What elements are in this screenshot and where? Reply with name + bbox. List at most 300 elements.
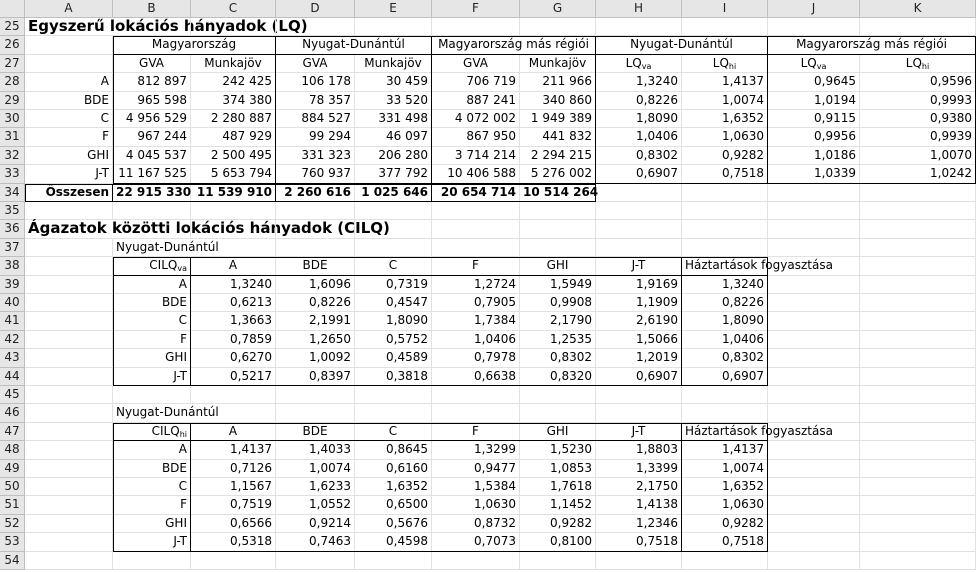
cell-h53[interactable]: [596, 533, 682, 551]
cell-e36[interactable]: [355, 220, 432, 238]
cell-b33[interactable]: [113, 165, 191, 183]
cell-b48[interactable]: [113, 441, 191, 459]
cell-b42[interactable]: [113, 331, 191, 349]
cell-i27[interactable]: [682, 55, 768, 73]
cell-a33[interactable]: [25, 165, 113, 183]
cell-k40[interactable]: [860, 294, 976, 312]
cell-i36[interactable]: [682, 220, 768, 238]
cell-k39[interactable]: [860, 276, 976, 294]
cell-e48[interactable]: [355, 441, 432, 459]
cell-j45[interactable]: [768, 386, 860, 404]
cell-a37[interactable]: [25, 239, 113, 257]
cell-b30[interactable]: [113, 110, 191, 128]
cell-k48[interactable]: [860, 441, 976, 459]
cell-h30[interactable]: [596, 110, 682, 128]
row-header-29[interactable]: 29: [0, 92, 25, 110]
row-header-45[interactable]: 45: [0, 386, 25, 404]
cell-a30[interactable]: [25, 110, 113, 128]
cell-d35[interactable]: [276, 202, 355, 220]
row-header-43[interactable]: 43: [0, 349, 25, 367]
cell-g53[interactable]: [520, 533, 596, 551]
row-header-48[interactable]: 48: [0, 441, 25, 459]
cell-f41[interactable]: [432, 312, 520, 330]
cell-k38[interactable]: [860, 257, 976, 275]
cell-e50[interactable]: [355, 478, 432, 496]
cell-f39[interactable]: [432, 276, 520, 294]
cell-b50[interactable]: [113, 478, 191, 496]
cell-f33[interactable]: [432, 165, 520, 183]
cell-h49[interactable]: [596, 460, 682, 478]
cell-i26[interactable]: [682, 36, 768, 54]
cell-a54[interactable]: [25, 552, 113, 570]
row-header-52[interactable]: 52: [0, 515, 25, 533]
cell-i42[interactable]: [682, 331, 768, 349]
row-header-50[interactable]: 50: [0, 478, 25, 496]
cell-g36[interactable]: [520, 220, 596, 238]
cell-a43[interactable]: [25, 349, 113, 367]
cell-b52[interactable]: [113, 515, 191, 533]
cell-h27[interactable]: [596, 55, 682, 73]
cell-i33[interactable]: [682, 165, 768, 183]
row-header-37[interactable]: 37: [0, 239, 25, 257]
cell-e45[interactable]: [355, 386, 432, 404]
cell-d31[interactable]: [276, 128, 355, 146]
cell-c44[interactable]: [191, 368, 276, 386]
cell-d42[interactable]: [276, 331, 355, 349]
cell-g29[interactable]: [520, 92, 596, 110]
cell-d40[interactable]: [276, 294, 355, 312]
cell-f32[interactable]: [432, 147, 520, 165]
cell-g50[interactable]: [520, 478, 596, 496]
cell-k34[interactable]: [860, 184, 976, 202]
cell-c34[interactable]: [191, 184, 276, 202]
cell-j50[interactable]: [768, 478, 860, 496]
cell-f38[interactable]: [432, 257, 520, 275]
cell-e44[interactable]: [355, 368, 432, 386]
cell-a41[interactable]: [25, 312, 113, 330]
cell-g49[interactable]: [520, 460, 596, 478]
cell-a51[interactable]: [25, 496, 113, 514]
cell-b47[interactable]: [113, 423, 191, 441]
cell-h54[interactable]: [596, 552, 682, 570]
cell-d48[interactable]: [276, 441, 355, 459]
cell-k52[interactable]: [860, 515, 976, 533]
cell-b46[interactable]: [113, 404, 219, 422]
cell-c31[interactable]: [191, 128, 276, 146]
cell-b27[interactable]: [113, 55, 191, 73]
cell-h48[interactable]: [596, 441, 682, 459]
cell-j54[interactable]: [768, 552, 860, 570]
cell-a39[interactable]: [25, 276, 113, 294]
cell-g30[interactable]: [520, 110, 596, 128]
column-header-c[interactable]: C: [191, 0, 276, 18]
cell-i54[interactable]: [682, 552, 768, 570]
cell-g51[interactable]: [520, 496, 596, 514]
cell-h34[interactable]: [596, 184, 682, 202]
cell-e35[interactable]: [355, 202, 432, 220]
cell-a52[interactable]: [25, 515, 113, 533]
cell-b53[interactable]: [113, 533, 191, 551]
cell-h42[interactable]: [596, 331, 682, 349]
cell-f37[interactable]: [432, 239, 520, 257]
cell-c48[interactable]: [191, 441, 276, 459]
cell-i32[interactable]: [682, 147, 768, 165]
cell-f51[interactable]: [432, 496, 520, 514]
cell-j49[interactable]: [768, 460, 860, 478]
cell-k25[interactable]: [860, 18, 976, 36]
cell-b49[interactable]: [113, 460, 191, 478]
cell-d50[interactable]: [276, 478, 355, 496]
cell-a31[interactable]: [25, 128, 113, 146]
row-header-35[interactable]: 35: [0, 202, 25, 220]
column-header-f[interactable]: F: [432, 0, 520, 18]
row-header-27[interactable]: 27: [0, 55, 25, 73]
cell-e26[interactable]: [355, 36, 432, 54]
cell-g27[interactable]: [520, 55, 596, 73]
cell-i48[interactable]: [682, 441, 768, 459]
cell-c28[interactable]: [191, 73, 276, 91]
cell-c36[interactable]: [191, 220, 276, 238]
cell-k28[interactable]: [860, 73, 976, 91]
cell-h33[interactable]: [596, 165, 682, 183]
cell-k26[interactable]: [860, 36, 976, 54]
cell-d38[interactable]: [276, 257, 355, 275]
cell-e34[interactable]: [355, 184, 432, 202]
cell-f47[interactable]: [432, 423, 520, 441]
cell-c30[interactable]: [191, 110, 276, 128]
cell-g35[interactable]: [520, 202, 596, 220]
cell-a48[interactable]: [25, 441, 113, 459]
cell-i41[interactable]: [682, 312, 768, 330]
cell-f25[interactable]: [432, 18, 520, 36]
cell-b31[interactable]: [113, 128, 191, 146]
cell-k49[interactable]: [860, 460, 976, 478]
cell-i46[interactable]: [682, 404, 768, 422]
cell-a45[interactable]: [25, 386, 113, 404]
cell-a32[interactable]: [25, 147, 113, 165]
row-header-34[interactable]: 34: [0, 184, 25, 202]
cell-c39[interactable]: [191, 276, 276, 294]
cell-a25[interactable]: [25, 17, 308, 36]
cell-c33[interactable]: [191, 165, 276, 183]
cell-d45[interactable]: [276, 386, 355, 404]
cell-g34[interactable]: [520, 184, 599, 202]
cell-f48[interactable]: [432, 441, 520, 459]
cell-c37[interactable]: [191, 239, 276, 257]
cell-h41[interactable]: [596, 312, 682, 330]
cell-c51[interactable]: [191, 496, 276, 514]
cell-a29[interactable]: [25, 92, 113, 110]
cell-h43[interactable]: [596, 349, 682, 367]
cell-a47[interactable]: [25, 423, 113, 441]
cell-a28[interactable]: [25, 73, 113, 91]
row-header-31[interactable]: 31: [0, 128, 25, 146]
cell-a40[interactable]: [25, 294, 113, 312]
cell-a35[interactable]: [25, 202, 113, 220]
row-header-25[interactable]: 25: [0, 18, 25, 36]
row-header-47[interactable]: 47: [0, 423, 25, 441]
cell-i30[interactable]: [682, 110, 768, 128]
cell-a38[interactable]: [25, 257, 113, 275]
cell-c27[interactable]: [191, 55, 276, 73]
cell-g31[interactable]: [520, 128, 596, 146]
cell-i52[interactable]: [682, 515, 768, 533]
cell-j37[interactable]: [768, 239, 860, 257]
cell-j53[interactable]: [768, 533, 860, 551]
cell-k50[interactable]: [860, 478, 976, 496]
cell-c35[interactable]: [191, 202, 276, 220]
cell-g26[interactable]: [520, 36, 596, 54]
cell-e42[interactable]: [355, 331, 432, 349]
cell-d54[interactable]: [276, 552, 355, 570]
cell-h36[interactable]: [596, 220, 682, 238]
cell-e37[interactable]: [355, 239, 432, 257]
cell-i43[interactable]: [682, 349, 768, 367]
cell-g44[interactable]: [520, 368, 596, 386]
cell-a50[interactable]: [25, 478, 113, 496]
cell-d41[interactable]: [276, 312, 355, 330]
cell-a42[interactable]: [25, 331, 113, 349]
cell-e51[interactable]: [355, 496, 432, 514]
cell-c26[interactable]: [191, 36, 276, 54]
cell-f52[interactable]: [432, 515, 520, 533]
cell-f35[interactable]: [432, 202, 520, 220]
cell-h29[interactable]: [596, 92, 682, 110]
cell-e41[interactable]: [355, 312, 432, 330]
cell-h32[interactable]: [596, 147, 682, 165]
cell-j42[interactable]: [768, 331, 860, 349]
row-header-30[interactable]: 30: [0, 110, 25, 128]
cell-b32[interactable]: [113, 147, 191, 165]
cell-e29[interactable]: [355, 92, 432, 110]
row-header-54[interactable]: 54: [0, 552, 25, 570]
cell-d30[interactable]: [276, 110, 355, 128]
cell-b43[interactable]: [113, 349, 191, 367]
cell-c54[interactable]: [191, 552, 276, 570]
cell-k41[interactable]: [860, 312, 976, 330]
cell-g46[interactable]: [520, 404, 596, 422]
cell-i51[interactable]: [682, 496, 768, 514]
cell-j39[interactable]: [768, 276, 860, 294]
cell-c38[interactable]: [191, 257, 276, 275]
cell-g52[interactable]: [520, 515, 596, 533]
row-header-28[interactable]: 28: [0, 73, 25, 91]
cell-b38[interactable]: [113, 257, 191, 275]
cell-e49[interactable]: [355, 460, 432, 478]
cell-h40[interactable]: [596, 294, 682, 312]
cell-d32[interactable]: [276, 147, 355, 165]
cell-k42[interactable]: [860, 331, 976, 349]
row-header-42[interactable]: 42: [0, 331, 25, 349]
cell-i28[interactable]: [682, 73, 768, 91]
cell-j52[interactable]: [768, 515, 860, 533]
cell-b54[interactable]: [113, 552, 191, 570]
row-header-40[interactable]: 40: [0, 294, 25, 312]
cell-i25[interactable]: [682, 18, 768, 36]
cell-c49[interactable]: [191, 460, 276, 478]
cell-c43[interactable]: [191, 349, 276, 367]
cell-c45[interactable]: [191, 386, 276, 404]
cell-g32[interactable]: [520, 147, 596, 165]
cell-j29[interactable]: [768, 92, 860, 110]
cell-k53[interactable]: [860, 533, 976, 551]
cell-a27[interactable]: [25, 55, 113, 73]
column-header-a[interactable]: A: [25, 0, 113, 18]
cell-j27[interactable]: [768, 55, 860, 73]
cell-i45[interactable]: [682, 386, 768, 404]
cell-b34[interactable]: [113, 184, 191, 202]
cell-h52[interactable]: [596, 515, 682, 533]
cell-j30[interactable]: [768, 110, 860, 128]
cell-g37[interactable]: [520, 239, 596, 257]
cell-f49[interactable]: [432, 460, 520, 478]
cell-f28[interactable]: [432, 73, 520, 91]
cell-b44[interactable]: [113, 368, 191, 386]
cell-e53[interactable]: [355, 533, 432, 551]
cell-i47[interactable]: [682, 423, 833, 441]
cell-i31[interactable]: [682, 128, 768, 146]
column-header-d[interactable]: D: [276, 0, 355, 18]
cell-h51[interactable]: [596, 496, 682, 514]
row-header-46[interactable]: 46: [0, 404, 25, 422]
cell-i37[interactable]: [682, 239, 768, 257]
cell-c40[interactable]: [191, 294, 276, 312]
cell-g28[interactable]: [520, 73, 596, 91]
cell-d33[interactable]: [276, 165, 355, 183]
cell-d34[interactable]: [276, 184, 355, 202]
select-all-corner[interactable]: [0, 0, 25, 18]
cell-h35[interactable]: [596, 202, 682, 220]
cell-f29[interactable]: [432, 92, 520, 110]
cell-a46[interactable]: [25, 404, 113, 422]
cell-i39[interactable]: [682, 276, 768, 294]
column-header-h[interactable]: H: [596, 0, 682, 18]
cell-k27[interactable]: [860, 55, 976, 73]
cell-d25[interactable]: [276, 18, 355, 36]
cell-i35[interactable]: [682, 202, 768, 220]
cell-c47[interactable]: [191, 423, 276, 441]
cell-d28[interactable]: [276, 73, 355, 91]
cell-j28[interactable]: [768, 73, 860, 91]
cell-b37[interactable]: [113, 239, 219, 257]
cell-d27[interactable]: [276, 55, 355, 73]
cell-c46[interactable]: [191, 404, 276, 422]
cell-d47[interactable]: [276, 423, 355, 441]
cell-h38[interactable]: [596, 257, 682, 275]
cell-j48[interactable]: [768, 441, 860, 459]
cell-k30[interactable]: [860, 110, 976, 128]
cell-g48[interactable]: [520, 441, 596, 459]
cell-h28[interactable]: [596, 73, 682, 91]
cell-j51[interactable]: [768, 496, 860, 514]
cell-k29[interactable]: [860, 92, 976, 110]
cell-j34[interactable]: [768, 184, 860, 202]
cell-j40[interactable]: [768, 294, 860, 312]
cell-e52[interactable]: [355, 515, 432, 533]
cell-f54[interactable]: [432, 552, 520, 570]
cell-f45[interactable]: [432, 386, 520, 404]
cell-d39[interactable]: [276, 276, 355, 294]
cell-h37[interactable]: [596, 239, 682, 257]
column-header-i[interactable]: I: [682, 0, 768, 18]
cell-i44[interactable]: [682, 368, 768, 386]
column-header-j[interactable]: J: [768, 0, 860, 18]
cell-h39[interactable]: [596, 276, 682, 294]
cell-g43[interactable]: [520, 349, 596, 367]
cell-j31[interactable]: [768, 128, 860, 146]
cell-h47[interactable]: [596, 423, 682, 441]
cell-j47[interactable]: [768, 423, 860, 441]
cell-k46[interactable]: [860, 404, 976, 422]
cell-k54[interactable]: [860, 552, 976, 570]
cell-f36[interactable]: [432, 220, 520, 238]
cell-i49[interactable]: [682, 460, 768, 478]
cell-b25[interactable]: [113, 18, 191, 36]
cell-a26[interactable]: [25, 36, 113, 54]
cell-d36[interactable]: [276, 220, 355, 238]
cell-e40[interactable]: [355, 294, 432, 312]
cell-g40[interactable]: [520, 294, 596, 312]
cell-h46[interactable]: [596, 404, 682, 422]
cell-k47[interactable]: [860, 423, 976, 441]
cell-h44[interactable]: [596, 368, 682, 386]
cell-h31[interactable]: [596, 128, 682, 146]
cell-f44[interactable]: [432, 368, 520, 386]
cell-b36[interactable]: [113, 220, 191, 238]
cell-a53[interactable]: [25, 533, 113, 551]
cell-a44[interactable]: [25, 368, 113, 386]
cell-c42[interactable]: [191, 331, 276, 349]
cell-d49[interactable]: [276, 460, 355, 478]
cell-e30[interactable]: [355, 110, 432, 128]
cell-b35[interactable]: [113, 202, 191, 220]
cell-e28[interactable]: [355, 73, 432, 91]
cell-j38[interactable]: [768, 257, 860, 275]
cell-k36[interactable]: [860, 220, 976, 238]
cell-a34[interactable]: [25, 184, 113, 202]
cell-f50[interactable]: [432, 478, 520, 496]
cell-b29[interactable]: [113, 92, 191, 110]
cell-j33[interactable]: [768, 165, 860, 183]
cell-e38[interactable]: [355, 257, 432, 275]
cell-g45[interactable]: [520, 386, 596, 404]
cell-e31[interactable]: [355, 128, 432, 146]
cell-b41[interactable]: [113, 312, 191, 330]
cell-f46[interactable]: [432, 404, 520, 422]
cell-g41[interactable]: [520, 312, 596, 330]
cell-h50[interactable]: [596, 478, 682, 496]
cell-e46[interactable]: [355, 404, 432, 422]
cell-g38[interactable]: [520, 257, 596, 275]
column-header-b[interactable]: B: [113, 0, 191, 18]
row-header-32[interactable]: 32: [0, 147, 25, 165]
row-header-38[interactable]: 38: [0, 257, 25, 275]
cell-f30[interactable]: [432, 110, 520, 128]
cell-i53[interactable]: [682, 533, 768, 551]
cell-c25[interactable]: [191, 18, 276, 36]
cell-k51[interactable]: [860, 496, 976, 514]
cell-d51[interactable]: [276, 496, 355, 514]
cell-j43[interactable]: [768, 349, 860, 367]
cell-g42[interactable]: [520, 331, 596, 349]
row-header-44[interactable]: 44: [0, 368, 25, 386]
cell-e27[interactable]: [355, 55, 432, 73]
cell-d44[interactable]: [276, 368, 355, 386]
cell-k35[interactable]: [860, 202, 976, 220]
cell-e47[interactable]: [355, 423, 432, 441]
cell-c50[interactable]: [191, 478, 276, 496]
cell-e33[interactable]: [355, 165, 432, 183]
